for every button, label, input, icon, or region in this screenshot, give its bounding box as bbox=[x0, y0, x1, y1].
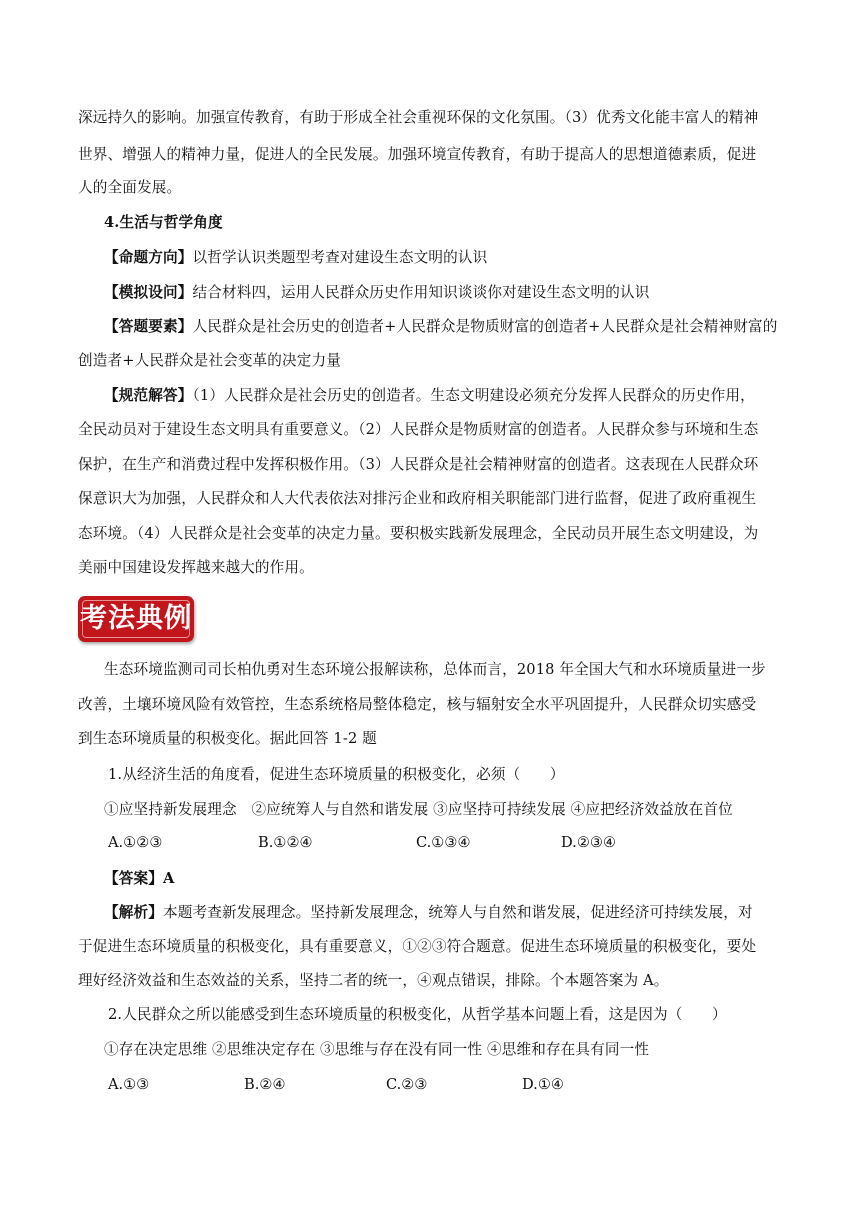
option-d: D.①④ bbox=[522, 1076, 564, 1093]
paragraph-line bbox=[104, 248, 784, 268]
paragraph-line bbox=[104, 317, 784, 337]
material-paragraph-line: 生态环境监测司司长柏仇勇对生态环境公报解读称，总体而言，2018 年全国大气和水环境质量进一步 bbox=[104, 661, 766, 678]
question-2-items: ①存在决定思维 ②思维决定存在 ③思维与存在没有同一性 ④思维和存在具有同一性 bbox=[104, 1041, 650, 1058]
question-1-answer bbox=[104, 869, 784, 889]
section-heading: 4.生活与哲学角度 bbox=[104, 214, 223, 231]
paragraph-line: 保意识大为加强，人民群众和人大代表依法对排污企业和政府相关职能部门进行监督，促进了政府重视生 bbox=[78, 490, 757, 507]
label-tag: 【答题要素】 bbox=[104, 318, 193, 335]
paragraph-line: 深远持久的影响。加强宣传教育，有助于形成全社会重视环保的文化氛围。（3）优秀文化能丰富人的精神 bbox=[78, 109, 759, 126]
option-b: B.①②④ bbox=[258, 834, 313, 851]
question-1-items: ①应坚持新发展理念 ②应统筹人与自然和谐发展 ③应坚持可持续发展 ④应把经济效益放在首位 bbox=[104, 801, 733, 818]
paragraph-line: 世界、增强人的精神力量，促进人的全民发展。加强环境宣传教育，有助于提高人的思想道德素质，促进 bbox=[78, 146, 757, 163]
paragraph-line: 美丽中国建设发挥越来越大的作用。 bbox=[78, 559, 314, 576]
option-a: A.①②③ bbox=[108, 834, 163, 851]
label-tag: 【规范解答】 bbox=[104, 387, 193, 404]
material-paragraph-line: 到生态环境质量的积极变化。据此回答 1-2 题 bbox=[78, 730, 377, 747]
label-text: 结合材料四，运用人民群众历史作用知识谈谈你对建设生态文明的认识 bbox=[192, 284, 650, 301]
label-tag: 【命题方向】 bbox=[104, 249, 193, 266]
label-text: 以哲学认识类题型考查对建设生态文明的认识 bbox=[192, 249, 488, 266]
section-stamp-badge bbox=[78, 596, 194, 642]
label-text: （1）人民群众是社会历史的创造者。生态文明建设必须充分发挥人民群众的历史作用， bbox=[192, 387, 755, 404]
question-2-stem: 2.人民群众之所以能感受到生态环境质量的积极变化，从哲学基本问题上看，这是因为（ ） bbox=[108, 1006, 727, 1023]
label-text: 人民群众是社会历史的创造者+人民群众是物质财富的创造者+人民群众是社会精神财富的 bbox=[192, 318, 778, 335]
option-a: A.①③ bbox=[108, 1076, 150, 1093]
question-2-options bbox=[108, 1075, 784, 1095]
analysis-line: 于促进生态环境质量的积极变化，具有重要意义，①②③符合题意。促进生态环境质量的积极变化，要处 bbox=[78, 938, 757, 955]
stamp-title: 考法典例 bbox=[80, 603, 192, 634]
material-paragraph-line: 改善，土壤环境风险有效管控，生态系统格局整体稳定，核与辐射安全水平巩固提升，人民群众切实感受 bbox=[78, 696, 757, 713]
label-tag: 【模拟设问】 bbox=[104, 284, 193, 301]
answer-value: A bbox=[162, 870, 175, 887]
analysis-text: 本题考查新发展理念。坚持新发展理念，统筹人与自然和谐发展，促进经济可持续发展，对 bbox=[162, 904, 753, 921]
analysis-tag: 【解析】 bbox=[104, 904, 163, 921]
paragraph-line: 创造者+人民群众是社会变革的决定力量 bbox=[78, 352, 342, 369]
option-b: B.②④ bbox=[244, 1076, 286, 1093]
option-c: C.①③④ bbox=[416, 834, 471, 851]
option-d: D.②③④ bbox=[561, 834, 617, 851]
question-1-analysis bbox=[104, 903, 784, 923]
paragraph-line: 保护，在生产和消费过程中发挥积极作用。（3）人民群众是社会精神财富的创造者。这表现在人民群众环 bbox=[78, 456, 759, 473]
question-1-stem: 1.从经济生活的角度看，促进生态环境质量的积极变化，必须（ ） bbox=[108, 766, 565, 783]
paragraph-line: 人的全面发展。 bbox=[78, 179, 182, 196]
analysis-line: 理好经济效益和生态效益的关系，坚持二者的统一，④观点错误，排除。个本题答案为 A。 bbox=[78, 972, 669, 989]
question-1-options bbox=[108, 833, 784, 853]
paragraph-line: 态环境。（4）人民群众是社会变革的决定力量。要积极实践新发展理念，全民动员开展生态文明建设，为 bbox=[78, 525, 759, 542]
paragraph-line: 全民动员对于建设生态文明具有重要意义。（2）人民群众是物质财富的创造者。人民群众参与环境和生态 bbox=[78, 421, 759, 438]
paragraph-line bbox=[104, 283, 784, 303]
answer-tag: 【答案】 bbox=[104, 870, 163, 887]
option-c: C.②③ bbox=[386, 1076, 428, 1093]
paragraph-line bbox=[104, 386, 784, 406]
